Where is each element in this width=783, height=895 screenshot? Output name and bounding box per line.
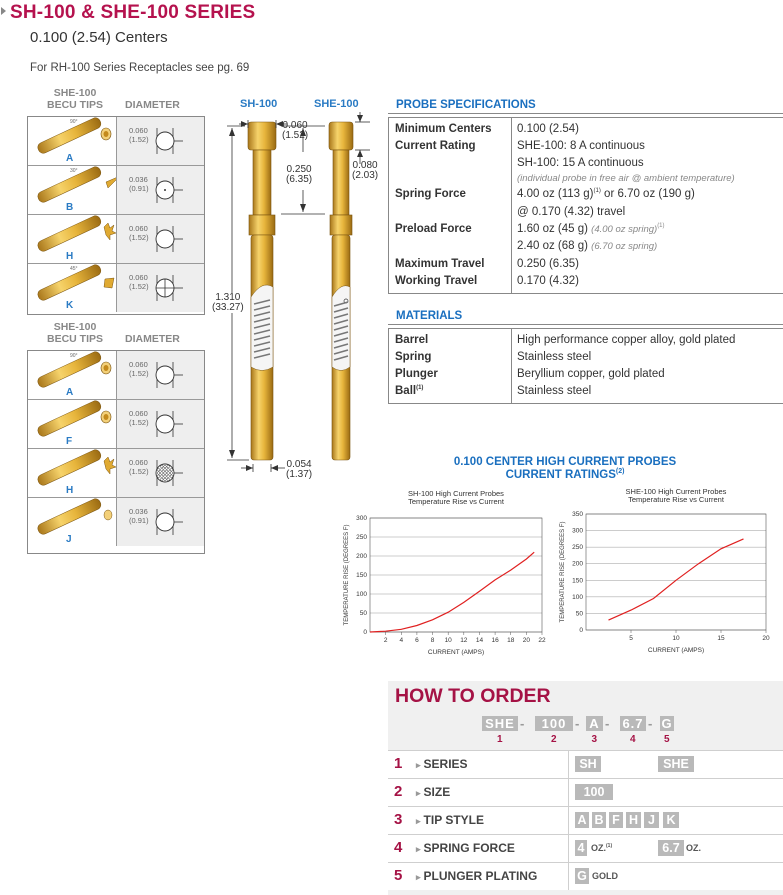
charts-heading-line1: 0.100 CENTER HIGH CURRENT PROBES [453,456,677,468]
tip-diameter-mm: (0.91) [129,515,149,525]
current-rating-note [517,172,735,184]
order-option[interactable]: G [575,868,589,884]
sh-tips-heading [36,321,114,345]
c0-xtick-label: 6 [415,637,419,644]
c0-xtick-label: 2 [383,637,388,644]
sh-100-label: SH-100 [240,98,278,110]
c0-ytick-label: 250 [356,534,367,541]
c1-ytick-label: 350 [572,511,583,518]
material-label-text: Plunger [395,368,438,380]
page-subtitle: 0.100 (2.54) Centers [30,29,168,46]
tip-row-h [28,449,204,498]
order-code-num-3: 3 [591,734,598,745]
tip-angle: 90° [70,119,78,125]
tip-diameter-text [129,508,149,525]
c1-plot-frame [586,514,766,630]
material-label-sup: (1) [416,385,424,392]
tip-image [28,264,117,312]
order-row-number: 5 [394,867,403,884]
c0-xtick-label: 18 [507,637,515,644]
current-rating-note-text: (individual probe in free air @ ambient temperature) [517,173,735,184]
page-title: SH-100 & SHE-100 SERIES [10,2,256,23]
order-option[interactable]: SH [575,756,601,772]
tip-image [28,351,117,399]
tip-diameter-mm: (1.52) [129,466,149,476]
charts-heading-line2: CURRENT RATINGS [505,468,616,481]
dim-0060 [282,121,308,141]
max-travel-label: Maximum Travel [395,258,485,270]
tip-diameter-cell [117,498,204,546]
receptacle-note: For RH-100 Series Receptacles see pg. 69 [30,62,250,74]
order-option[interactable]: F [609,812,623,828]
tip-diameter-text [129,410,149,427]
order-row-label: ▸ TIP STYLE [416,813,484,827]
probe-specs-table [388,117,783,294]
order-row-number: 1 [394,755,403,772]
dim-0080 [352,161,378,181]
order-row-plunger-plating [388,862,783,890]
c0-xtick-label: 22 [538,637,546,644]
c0-ytick-label: 150 [356,572,367,579]
spring-force-v1: 4.00 oz (113 g) [517,188,594,200]
tip-diameter-cell [117,166,204,214]
order-code-num-1: 1 [497,734,503,745]
c0-title-line: SH-100 High Current Probes [408,489,504,498]
order-row-divider [568,807,569,834]
dim-0250-in: 0.250 [286,164,312,175]
order-row-tip-style [388,806,783,834]
c0-xtick-label: 8 [430,637,435,644]
sh-tips-heading-line1: SHE-100 [53,321,97,333]
tip-diameter-in: 0.060 [129,126,148,135]
plating-gold-text: GOLD [592,871,618,881]
tip-diameter-text [129,361,149,378]
preload-v1-text: 1.60 oz (45 g) [517,223,588,235]
order-code-dash: - [605,716,610,731]
tip-letter: H [66,251,74,262]
dim-1310-mm: (33.27) [212,302,244,313]
tip-diameter-cell [117,264,204,312]
tip-diameter-text [129,127,149,144]
materials-table [388,328,783,404]
tip-diameter-mm: (0.91) [129,183,149,193]
order-row-label: ▸ SIZE [416,785,450,799]
tip-letter: H [66,485,74,496]
working-travel-label: Working Travel [395,275,478,287]
spring-force-travel: @ 0.170 (4.32) travel [517,206,626,218]
c1-xlabel: CURRENT (AMPS) [647,647,705,654]
tip-diameter-in: 0.060 [129,360,148,369]
material-value-1: Stainless steel [517,351,592,363]
tip-diameter-mm: (1.52) [129,232,149,242]
charts-heading-sup: (2) [615,468,625,475]
unit-text: OZ. [591,843,606,853]
c0-xtick-label: 16 [491,637,499,644]
order-row-number: 2 [394,783,403,800]
order-row-series [388,750,783,778]
dim-0060-mm: (1.52) [282,130,309,141]
tip-diameter-in: 0.060 [129,224,148,233]
tip-diameter-cell [117,117,204,165]
c1-series-line [609,539,744,620]
order-code-dash: - [575,716,580,731]
dim-0080-in: 0.080 [352,160,378,171]
chart-sh-100 [325,488,555,663]
tip-letter: B [66,202,74,213]
she-tips-heading [36,87,114,111]
order-row-number: 4 [394,839,403,856]
tip-diameter-in: 0.060 [129,458,148,467]
c0-ytick-label: 50 [359,610,367,617]
she-100-label: SHE-100 [314,98,359,110]
order-option[interactable]: 6.7 [658,840,684,856]
sh-100-probe [248,122,276,460]
order-code-seg-1: SHE [482,716,518,731]
c1-title-line: SHE-100 High Current Probes [625,487,727,496]
tip-image [28,215,117,263]
spring-force-value [517,188,695,200]
working-travel-value: 0.170 (4.32) [517,275,580,287]
tip-diameter-text [129,176,149,193]
tip-row-h [28,215,204,264]
order-option[interactable]: 4 [575,840,587,856]
order-code-seg-2: 100 [535,716,573,731]
tip-letter: A [66,387,74,398]
she-diameter-heading: DIAMETER [125,99,180,111]
tip-diameter-in: 0.060 [129,273,148,282]
spring-force-sup: (1) [593,188,601,195]
how-to-order-title: HOW TO ORDER [395,685,551,707]
tip-diameter-in: 0.036 [129,175,148,184]
order-row-divider [568,779,569,806]
dim-1310 [212,293,244,313]
charts-heading-line2-wrap [420,468,710,481]
spring-force-v1b: or 6.70 oz (190 g) [600,188,695,200]
tip-diameter-mm: (1.52) [129,417,149,427]
order-option[interactable]: K [663,812,679,828]
tip-angle: 30° [70,168,78,174]
sh-tips-heading-line2: BECU TIPS [46,333,103,345]
order-row-label: ▸ SERIES [416,757,468,771]
tip-diameter-cell [117,215,204,263]
tip-diameter-cell [117,400,204,448]
order-row-divider [568,835,569,862]
preload-v1-note: (4.00 oz spring) [591,224,658,235]
tip-row-b [28,166,204,215]
preload-sup: (1) [657,223,665,230]
order-option[interactable]: SHE [658,756,694,772]
c1-ytick-label: 50 [575,610,583,618]
charts-heading [420,456,710,481]
c0-xtick-label: 20 [522,637,530,644]
order-code-dash: - [520,716,525,731]
tip-diameter-text [129,459,149,476]
c1-ytick-label: 150 [572,577,583,585]
c1-ytick-label: 250 [572,544,583,552]
order-option[interactable]: B [592,812,606,828]
c0-xtick-label: 14 [475,637,484,644]
material-label-0 [395,334,428,346]
c1-ytick-label: 0 [579,627,583,634]
c1-ytick-label: 200 [572,560,583,568]
c0-series-line [370,552,534,632]
preload-force-v2 [517,240,657,252]
current-rating-she: SHE-100: 8 A continuous [517,140,645,152]
order-row-label: ▸ PLUNGER PLATING [416,869,537,883]
c0-title-line: Temperature Rise vs Current [408,497,504,506]
min-centers-label: Minimum Centers [395,123,492,135]
c0-ylabel: TEMPERATURE RISE (DEGREES F) [344,524,350,626]
spring-force-unit-67: OZ. [686,843,701,853]
tip-diameter-text [129,274,149,291]
material-value-2: Beryllium copper, gold plated [517,368,665,380]
preload-v2-note: (6.70 oz spring) [591,241,658,252]
tip-row-a [28,117,204,166]
tip-diameter-mm: (1.52) [129,368,149,378]
tip-letter: F [66,436,73,447]
c1-ytick-label: 100 [572,593,583,601]
order-row-spring-force [388,834,783,862]
dim-0054-mm: (1.37) [286,469,313,480]
order-code-seg-3: A [586,716,603,731]
order-code-dash: - [648,716,653,731]
probe-specs-divider [511,118,512,293]
order-option[interactable]: A [575,812,589,828]
tip-diameter-cell [117,449,204,497]
dim-0250 [286,165,312,185]
she-tips-heading-line2: BECU TIPS [46,99,103,111]
tip-row-f [28,400,204,449]
c1-xtick-label: 5 [629,635,633,642]
c0-ytick-label: 200 [356,553,367,560]
order-row-number: 3 [394,811,403,828]
c0-xtick-label: 10 [444,637,452,644]
preload-force-label: Preload Force [395,223,472,235]
current-rating-sh: SH-100: 15 A continuous [517,157,644,169]
order-code-num-2: 2 [551,734,557,745]
c1-xtick-label: 10 [672,635,680,642]
tip-row-a [28,351,204,400]
sh-diameter-heading: DIAMETER [125,333,180,345]
materials-divider [511,329,512,403]
order-code-seg-4: 6.7 [620,716,646,731]
tip-letter: K [66,300,74,311]
material-label-text: Spring [395,351,432,363]
tip-diameter-in: 0.036 [129,507,148,516]
min-centers-value: 0.100 (2.54) [517,123,580,135]
material-value-3: Stainless steel [517,385,592,397]
tip-image [28,117,117,165]
she-100-probe [329,122,353,460]
c1-xtick-label: 20 [762,635,770,642]
tip-row-k [28,264,204,312]
order-row-label: ▸ SPRING FORCE [416,841,515,855]
tip-diameter-mm: (1.52) [129,134,149,144]
spring-force-unit-4 [591,843,612,853]
spring-force-label: Spring Force [395,188,466,200]
preload-v2-text: 2.40 oz (68 g) [517,240,588,252]
order-option[interactable]: J [644,812,659,828]
material-label-text: Barrel [395,334,429,346]
current-rating-label: Current Rating [395,140,476,152]
sh-tips-table [27,350,205,554]
tip-diameter-cell [117,351,204,399]
c0-ytick-label: 300 [356,515,367,522]
order-row-divider [568,751,569,778]
order-code-num-4: 4 [630,734,636,745]
order-code-num-5: 5 [664,734,670,745]
tip-diameter-in: 0.060 [129,409,148,418]
preload-force-v1 [517,223,665,235]
max-travel-value: 0.250 (6.35) [517,258,580,270]
tip-diameter-text [129,225,149,242]
c1-title-line: Temperature Rise vs Current [628,495,724,504]
c1-ylabel: TEMPERATURE RISE (DEGREES F) [560,521,566,623]
probe-specs-rule [388,113,783,114]
tip-image [28,498,117,546]
unit-sup: (1) [606,843,613,849]
dim-1310-in: 1.310 [215,292,241,303]
dim-0060-in: 0.060 [282,120,308,131]
she-tips-table [27,116,205,315]
c1-xtick-label: 15 [717,635,725,642]
dim-0054 [286,460,312,480]
material-label-text: Ball [395,385,417,397]
c0-xlabel: CURRENT (AMPS) [427,649,485,656]
c0-xtick-label: 12 [460,637,468,644]
order-code-seg-5: G [661,716,673,731]
material-label-2 [395,368,438,380]
c0-xtick-label: 4 [399,637,404,644]
she-tips-heading-line1: SHE-100 [53,87,97,99]
tip-row-j [28,498,204,546]
order-option[interactable]: H [626,812,641,828]
material-label-1 [395,351,431,363]
chart-she-100 [548,486,783,663]
c0-ytick-label: 100 [356,591,367,598]
tip-image [28,400,117,448]
dim-0080-mm: (2.03) [352,170,379,181]
c1-ytick-label: 300 [572,527,583,535]
tip-letter: J [66,534,72,545]
tip-angle: 45° [70,266,78,272]
material-label-3 [395,385,423,397]
tip-image [28,166,117,214]
materials-rule [388,324,783,325]
dim-0250-mm: (6.35) [286,174,313,185]
order-row-size [388,778,783,806]
material-value-0: High performance copper alloy, gold plated [517,334,736,346]
title-arrow-icon [1,7,6,15]
tip-letter: A [66,153,74,164]
probe-specs-title: PROBE SPECIFICATIONS [396,99,536,111]
order-row-divider [568,863,569,890]
order-option[interactable]: 100 [575,784,613,800]
tip-diameter-mm: (1.52) [129,281,149,291]
tip-angle: 90° [70,353,78,359]
dim-0054-in: 0.054 [286,459,312,470]
c0-ytick-label: 0 [363,629,367,636]
materials-title: MATERIALS [396,310,463,322]
tip-image [28,449,117,497]
